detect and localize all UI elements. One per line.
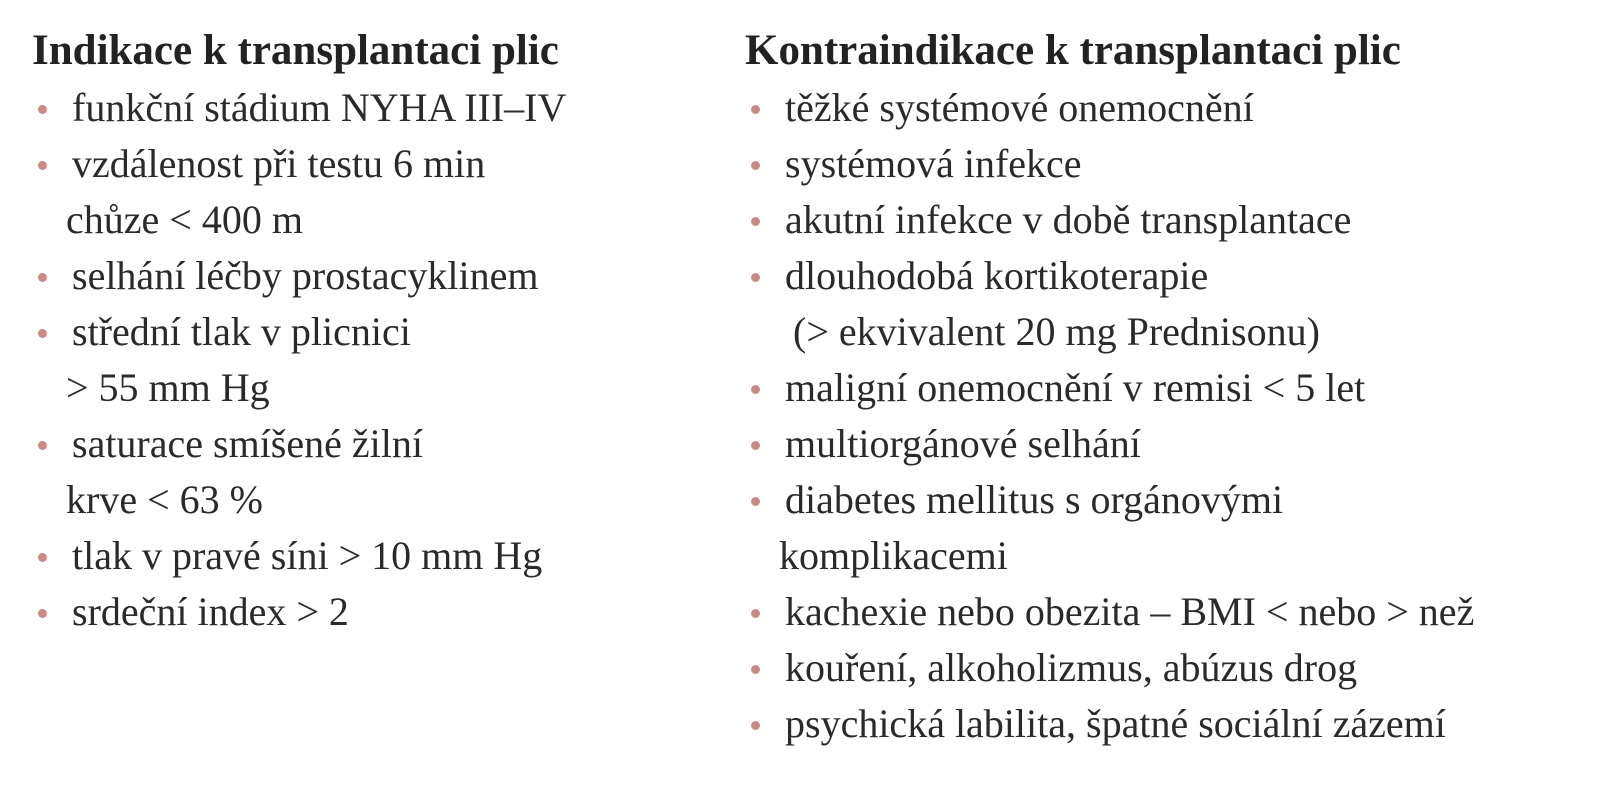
bullet-icon bbox=[38, 105, 47, 114]
list-item: vzdálenost při testu 6 min chůze < 400 m bbox=[32, 136, 722, 248]
list-item: akutní infekce v době transplantace bbox=[745, 192, 1615, 248]
bullet-icon bbox=[38, 329, 47, 338]
bullet-icon bbox=[751, 217, 760, 226]
indications-column bbox=[32, 22, 722, 640]
bullet-icon bbox=[751, 105, 760, 114]
list-item: střední tlak v plicnici > 55 mm Hg bbox=[32, 304, 722, 416]
indications-heading: Indikace k transplantaci plic bbox=[32, 27, 559, 74]
list-item: kouření, alkoholizmus, abúzus drog bbox=[745, 640, 1615, 696]
contraindications-column bbox=[745, 22, 1615, 752]
indications-list bbox=[32, 80, 722, 640]
list-item: saturace smíšené žilní krve < 63 % bbox=[32, 416, 722, 528]
bullet-icon bbox=[38, 441, 47, 450]
bullet-icon bbox=[751, 441, 760, 450]
bullet-icon bbox=[751, 273, 760, 282]
list-item: srdeční index > 2 bbox=[32, 584, 722, 640]
contraindications-heading: Kontraindikace k transplantaci plic bbox=[745, 27, 1401, 74]
bullet-icon bbox=[38, 609, 47, 618]
list-item: selhání léčby prostacyklinem bbox=[32, 248, 722, 304]
bullet-icon bbox=[751, 609, 760, 618]
list-item: dlouhodobá kortikoterapie (> ekvivalent 20 mg Prednisonu) bbox=[745, 248, 1615, 360]
bullet-icon bbox=[38, 161, 47, 170]
list-item: těžké systémové onemocnění bbox=[745, 80, 1615, 136]
bullet-icon bbox=[751, 385, 760, 394]
bullet-icon bbox=[751, 721, 760, 730]
list-item: maligní onemocnění v remisi < 5 let bbox=[745, 360, 1615, 416]
list-item: systémová infekce bbox=[745, 136, 1615, 192]
list-item: funkční stádium NYHA III–IV bbox=[32, 80, 722, 136]
list-item: tlak v pravé síni > 10 mm Hg bbox=[32, 528, 722, 584]
bullet-icon bbox=[38, 273, 47, 282]
bullet-icon bbox=[751, 497, 760, 506]
list-item: kachexie nebo obezita – BMI < nebo > než bbox=[745, 584, 1615, 640]
list-item: multiorgánové selhání bbox=[745, 416, 1615, 472]
bullet-icon bbox=[38, 553, 47, 562]
contraindications-list bbox=[745, 80, 1615, 752]
list-item: diabetes mellitus s orgánovými komplikacemi bbox=[745, 472, 1615, 584]
bullet-icon bbox=[751, 665, 760, 674]
list-item: psychická labilita, špatné sociální zázemí bbox=[745, 696, 1615, 752]
bullet-icon bbox=[751, 161, 760, 170]
